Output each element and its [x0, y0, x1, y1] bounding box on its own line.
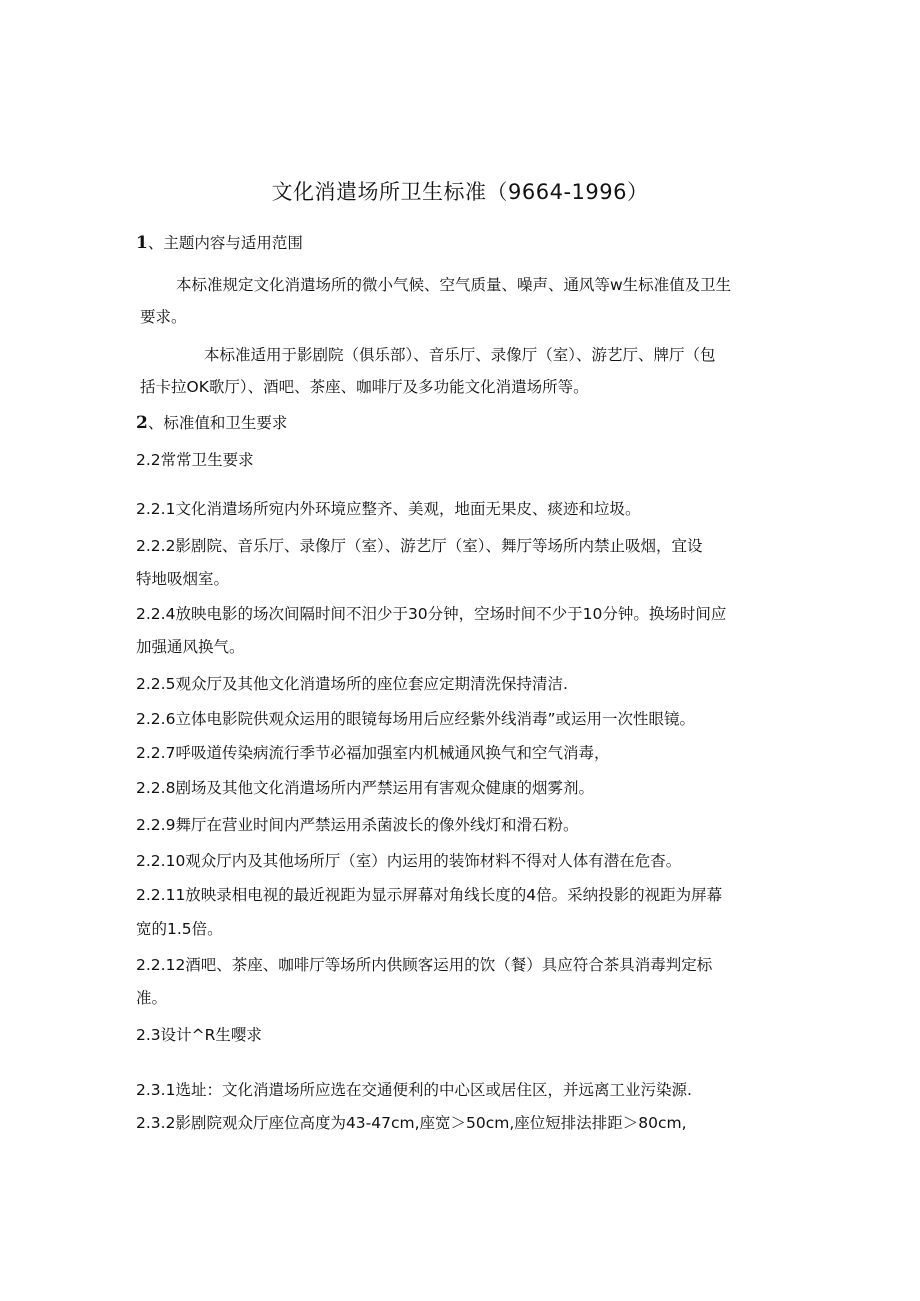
item-2-2-12-line-1: 2.2.12酒吧、茶座、咖啡厅等场所内供顾客运用的饮（餐）具应符合茶具消毒判定标	[136, 956, 713, 974]
item-2-3-1: 2.3.1选址：文化消遣场所应选在交通便利的中心区或居住区，并远离工业污染源.	[136, 1081, 692, 1099]
item-2-2-1: 2.2.1文化消遣场所宛内外环境应整齐、美观，地面无果皮、痰迹和垃圾。	[136, 500, 641, 518]
paragraph-applicability-line-1: 本标准适用于影剧院（俱乐部）、音乐厅、录像厅（室）、游艺厅、牌厅（包	[204, 346, 716, 364]
page-title: 文化消遣场所卫生标准（9664-1996）	[271, 180, 649, 204]
item-2-2-5: 2.2.5观众厅及其他文化消遣场所的座位套应定期清洗保持清洁.	[136, 675, 568, 693]
item-2-2-4-line-2: 加强通风换气。	[136, 638, 245, 656]
item-2-2-11-line-1: 2.2.11放映录相电视的最近视距为显示屏幕对角线长度的4倍。采纳投影的视距为屏幕	[136, 886, 723, 904]
item-2-2-8: 2.2.8剧场及其他文化消遣场所内严禁运用有害观众健康的烟雾剂。	[136, 779, 594, 797]
subsection-2-3-heading: 2.3设计^R生嘤求	[136, 1026, 262, 1044]
item-2-2-9: 2.2.9舞厅在营业时间内严禁运用杀菌波长的像外线灯和滑石粉。	[136, 816, 579, 834]
item-2-2-12-line-2: 准。	[136, 989, 168, 1007]
paragraph-applicability-line-2: 括卡拉OK歌厅）、酒吧、茶座、咖啡厅及多功能文化消遣场所等。	[140, 378, 589, 396]
item-2-2-7: 2.2.7呼吸道传染病流行季节必福加强室内机械通风换气和空气消毒，	[136, 744, 610, 762]
paragraph-scope-line-1: 本标准规定文化消遣场所的微小气候、空气质量、噪声、通风等w生标准值及卫生	[176, 276, 732, 294]
section-1-heading	[136, 233, 303, 253]
item-2-2-10: 2.2.10观众厅内及其他场所厅（室）内运用的装饰材料不得对人体有潜在危杳。	[136, 852, 682, 870]
section-2-heading-text: 、标准值和卫生要求	[147, 414, 288, 432]
item-2-2-2-line-1: 2.2.2影剧院、音乐厅、录像厅（室）、游艺厅（室）、舞厅等场所内禁止吸烟，宜设	[136, 537, 703, 555]
section-2-number: 2	[136, 413, 148, 433]
paragraph-scope-line-2: 要求。	[140, 308, 187, 326]
item-2-2-2-line-2: 特地吸烟室。	[136, 570, 230, 588]
item-2-2-11-line-2: 宽的1.5倍。	[136, 920, 223, 938]
item-2-2-6: 2.2.6立体电影院供观众运用的眼镜每场用后应经紫外线消毒”或运用一次性眼镜。	[136, 710, 695, 728]
section-1-number: 1	[136, 233, 148, 253]
subsection-2-2-heading: 2.2常常卫生要求	[136, 451, 254, 469]
item-2-2-4-line-1: 2.2.4放映电影的场次间隔时间不汨少于30分钟，空场时间不少于10分钟。换场时间应	[136, 605, 727, 623]
section-1-heading-text: 、主题内容与适用范围	[147, 234, 303, 252]
section-2-heading	[136, 413, 287, 433]
item-2-3-2: 2.3.2影剧院观众厅座位高度为43-47cm,座宽＞50cm,座位短排法排距＞80cm,	[136, 1114, 687, 1132]
